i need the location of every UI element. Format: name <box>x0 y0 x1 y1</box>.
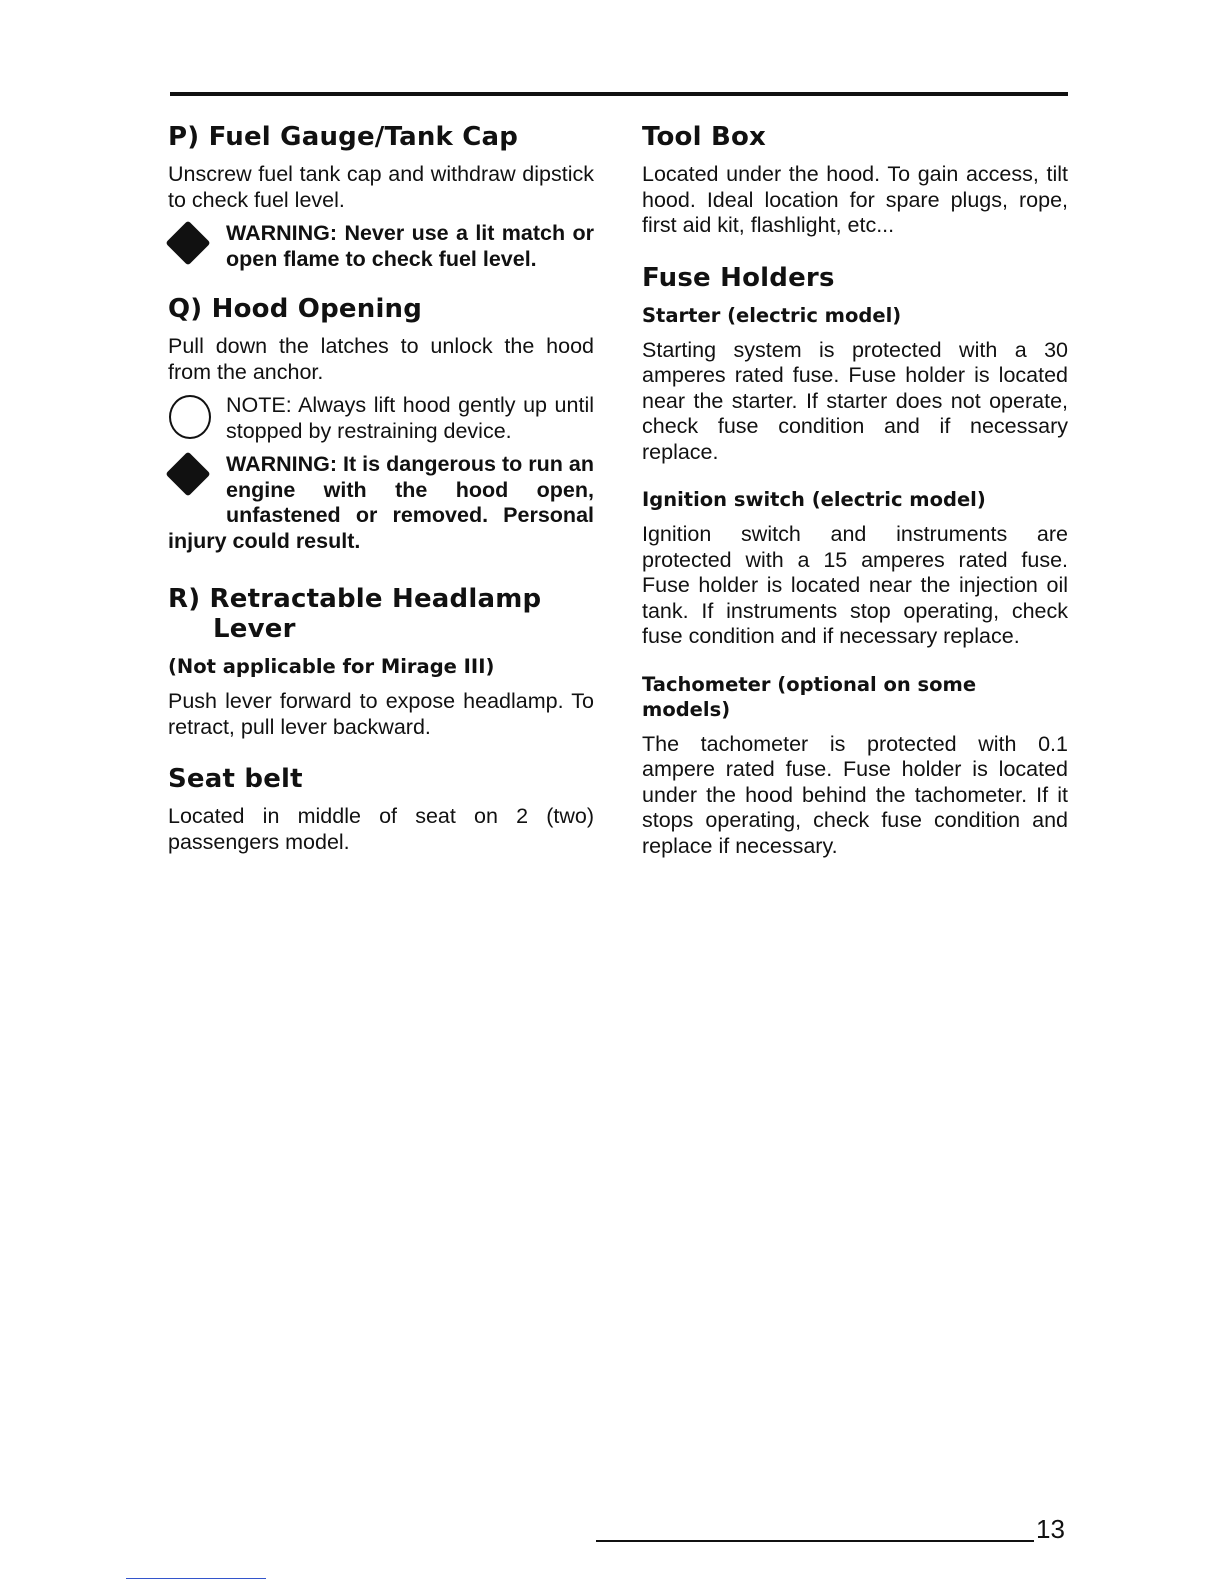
page-number-rule <box>596 1540 1034 1542</box>
hood-opening-text: Pull down the latches to unlock the hood from the anchor. <box>168 334 594 384</box>
section-title-fuse-holders: Fuse Holders <box>642 262 835 293</box>
section-title-tool-box: Tool Box <box>642 122 767 152</box>
starter-subtitle: Starter (electric model) <box>642 303 902 327</box>
fuel-warning <box>168 221 594 272</box>
headlamp-subtitle: (Not applicable for Mirage III) <box>168 655 495 678</box>
page-number: 13 <box>1036 1514 1065 1544</box>
fuel-warning-text: WARNING: Never use a lit match or open flame to check fuel level. <box>226 221 594 271</box>
tachometer-subtitle: Tachometer (optional on some models) <box>642 672 977 721</box>
hood-note <box>168 393 594 444</box>
tool-box-text: Located under the hood. To gain access, tilt hood. Ideal location for spare plugs, rope, first aid kit, flashlight, etc... <box>642 162 1068 237</box>
fuel-gauge-text: Unscrew fuel tank cap and withdraw dipstick to check fuel level. <box>168 162 594 212</box>
left-column <box>168 122 594 855</box>
hood-warning <box>168 452 594 554</box>
ignition-text: Ignition switch and instruments are protected with a 15 amperes rated fuse. Fuse holder is located near the injection oil tank. If instruments stop operating, check fuse condition and if necessary replace. <box>642 522 1068 648</box>
tachometer-text: The tachometer is protected with 0.1 ampere rated fuse. Fuse holder is located under the hood behind the tachometer. If it stops operating, check fuse condition and replace if necessary. <box>642 731 1068 858</box>
section-title-headlamp-lever: R) Retractable Headlamp Lever <box>168 584 542 644</box>
note-circle-icon <box>168 393 226 445</box>
section-title-hood-opening: Q) Hood Opening <box>168 294 423 324</box>
headlamp-text: Push lever forward to expose headlamp. To retract, pull lever backward. <box>168 689 594 739</box>
warning-diamond-icon <box>168 452 226 504</box>
section-title-seat-belt: Seat belt <box>168 764 303 794</box>
starter-text: Starting system is protected with a 30 amperes rated fuse. Fuse holder is located near the starter. If starter does not operate, check fuse condition and if necessary replace. <box>642 337 1068 464</box>
seat-belt-text: Located in middle of seat on 2 (two) passengers model. <box>168 804 594 854</box>
section-title-fuel-gauge: P) Fuel Gauge/Tank Cap <box>168 122 519 152</box>
hood-warning-text: WARNING: It is dangerous to run an engine with the hood open, unfastened or removed. Personal injury could result. <box>168 452 594 553</box>
hood-note-text: Always lift hood gently up until stopped by restraining device. <box>226 393 594 443</box>
warning-diamond-icon <box>168 221 226 273</box>
right-column <box>642 122 1068 859</box>
hood-note-label: NOTE: <box>226 393 292 417</box>
ignition-subtitle: Ignition switch (electric model) <box>642 488 986 511</box>
bottom-rule <box>126 1578 266 1579</box>
top-rule <box>170 92 1068 96</box>
